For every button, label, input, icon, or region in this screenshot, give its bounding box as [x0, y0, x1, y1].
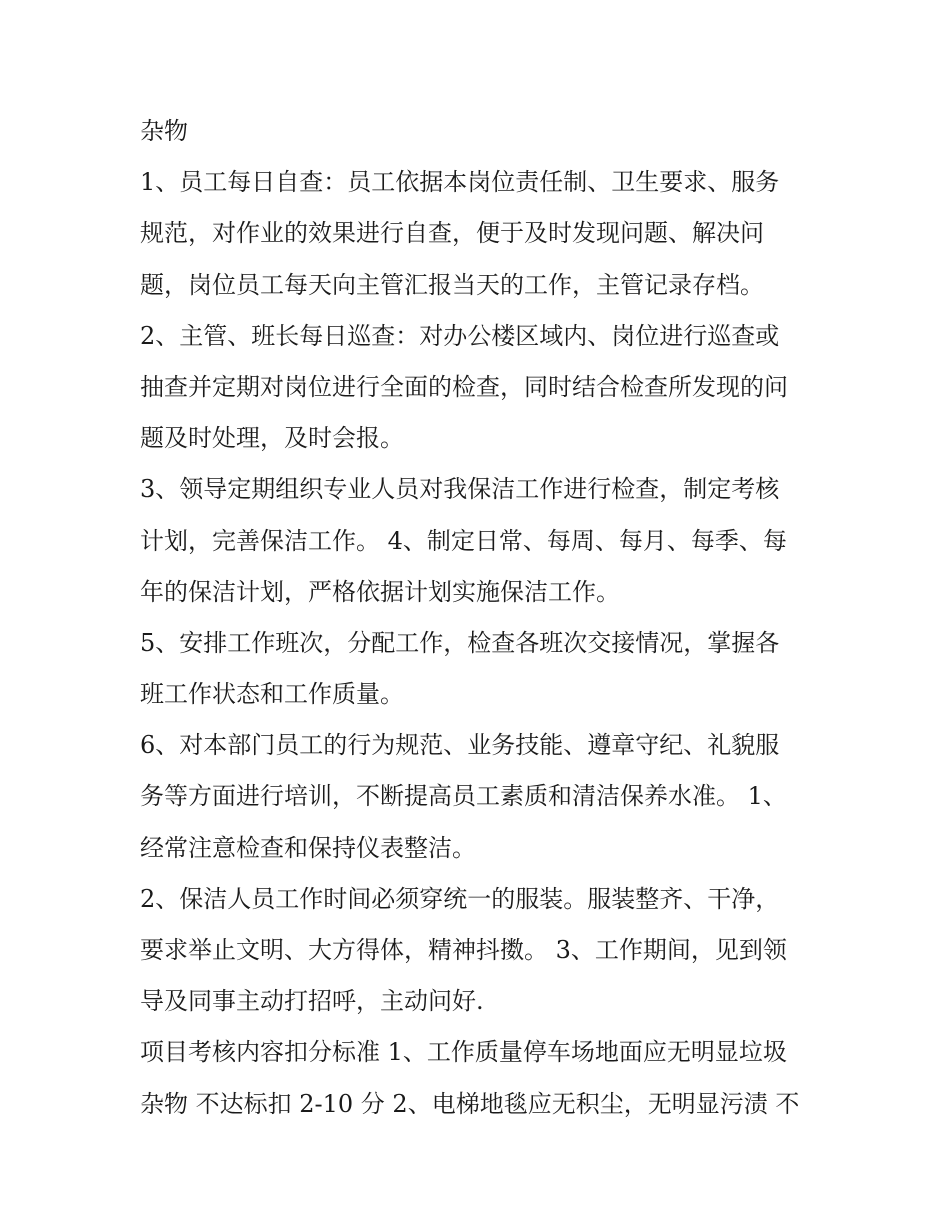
text-line: 规范，对作业的效果进行自查，便于及时发现问题、解决问	[140, 219, 764, 248]
text-line: 经常注意检查和保持仪表整洁。	[140, 833, 476, 862]
text-line: 题，岗位员工每天向主管汇报当天的工作，主管记录存档。	[140, 270, 764, 299]
text-line: 5、安排工作班次，分配工作，检查各班次交接情况，掌握各	[140, 628, 780, 657]
text-line: 6、对本部门员工的行为规范、业务技能、遵章守纪、礼貌服	[140, 731, 780, 760]
text-line: 3、领导定期组织专业人员对我保洁工作进行检查，制定考核	[140, 475, 780, 504]
text-line: 2、保洁人员工作时间必须穿统一的服装。服装整齐、干净，	[140, 884, 780, 913]
text-line: 要求举止文明、大方得体，精神抖擞。 3、工作期间，见到领	[140, 936, 787, 964]
text-line: 题及时处理，及时会报。	[140, 424, 404, 453]
text-line: 导及同事主动打招呼，主动问好.	[140, 987, 484, 1016]
text-line: 2、主管、班长每日巡查：对办公楼区域内、岗位进行巡查或	[140, 321, 780, 350]
document-body	[140, 106, 820, 1130]
text-line: 年的保洁计划，严格依据计划实施保洁工作。	[140, 577, 620, 606]
text-line: 项目考核内容扣分标准 1、工作质量停车场地面应无明显垃圾	[140, 1038, 787, 1067]
text-line: 务等方面进行培训，不断提高员工素质和清洁保养水准。 1、	[140, 782, 787, 811]
text-line: 抽查并定期对岗位进行全面的检查，同时结合检查所发现的问	[140, 372, 788, 401]
text-line: 计划，完善保洁工作。 4、制定日常、每周、每月、每季、每	[140, 526, 787, 555]
text-line: 1、员工每日自查：员工依据本岗位责任制、卫生要求、服务	[140, 168, 780, 197]
text-line: 杂物	[140, 117, 188, 145]
text-line: 杂物 不达标扣 2-10 分 2、电梯地毯应无积尘，无明显污渍 不	[140, 1089, 800, 1118]
text-line: 班工作状态和工作质量。	[140, 680, 404, 709]
